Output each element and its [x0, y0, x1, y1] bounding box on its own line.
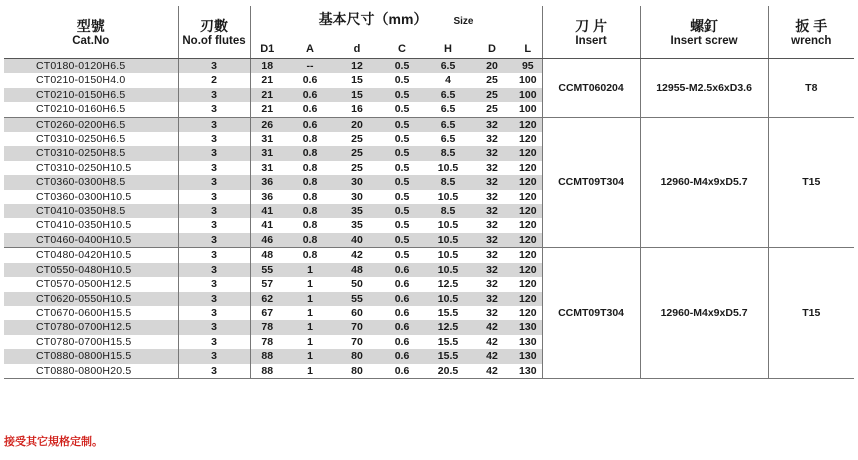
dim-A-cell: 0.8 — [284, 175, 336, 189]
col-A: A — [284, 32, 336, 59]
dim-d-cell: 20 — [336, 117, 378, 132]
dim-H-cell: 10.5 — [437, 249, 459, 262]
dim-H-cell: 10.5 — [437, 219, 459, 232]
dim-D1-cell: 26 — [250, 117, 284, 132]
header-dims-zh: 基本尺寸（mm） — [318, 11, 428, 27]
flutes-cell: 3 — [178, 161, 250, 175]
dim-D-cell: 32 — [486, 133, 498, 146]
flutes-cell: 3 — [178, 292, 250, 306]
dim-d-cell: 42 — [351, 249, 363, 262]
screw-cell: 12960-M4x9xD5.7 — [640, 117, 768, 248]
cat-no-cell: CT0460-0400H10.5 — [4, 233, 178, 248]
dim-D-cell: 42 — [470, 349, 514, 363]
dim-A-cell: 1 — [284, 292, 336, 306]
dim-H-cell: 8.5 — [426, 204, 470, 218]
header-dims — [250, 6, 542, 32]
dim-H-cell: 12.5 — [437, 278, 459, 291]
header-flutes — [178, 6, 250, 59]
flutes-cell: 3 — [178, 364, 250, 379]
table-row — [4, 117, 854, 132]
cat-no-cell: CT0310-0250H6.5 — [4, 132, 178, 146]
dim-H-cell: 6.5 — [426, 59, 470, 74]
dim-d-cell: 35 — [351, 219, 363, 232]
dim-A-cell: 1 — [307, 335, 313, 348]
header-flutes-zh: 刃數 — [200, 17, 228, 34]
flutes-cell: 3 — [178, 132, 250, 146]
dim-A-cell: 0.8 — [284, 146, 336, 160]
dim-A-cell: 1 — [284, 349, 336, 363]
dim-L-cell: 120 — [514, 292, 542, 306]
dim-d-cell: 48 — [336, 263, 378, 277]
dim-C-cell: 0.5 — [378, 102, 426, 117]
wrench-cell: T8 — [768, 59, 854, 118]
dim-D1-cell: 41 — [261, 219, 274, 232]
dim-D-cell: 32 — [470, 175, 514, 189]
dim-C-cell: 0.5 — [394, 74, 410, 87]
header-type-zh: 型號 — [76, 17, 105, 34]
insert-cell: CCMT09T304 — [542, 117, 640, 248]
dim-A-cell: 1 — [284, 364, 336, 379]
col-H: H — [426, 32, 470, 59]
dim-d-cell: 80 — [336, 349, 378, 363]
custom-spec-note: 接受其它規格定制。 — [4, 436, 103, 448]
dim-H-cell: 6.5 — [426, 88, 470, 102]
dim-D-cell: 25 — [470, 102, 514, 117]
dim-L-cell: 130 — [514, 364, 542, 379]
dim-D-cell: 42 — [470, 320, 514, 334]
dim-d-cell: 12 — [336, 59, 378, 74]
dim-D-cell: 32 — [470, 263, 514, 277]
dim-D1-cell: 31 — [261, 133, 274, 146]
dim-A-cell: 0.6 — [284, 117, 336, 132]
dim-d-cell: 15 — [351, 74, 363, 87]
dim-d-cell: 16 — [336, 102, 378, 117]
table-body — [4, 59, 854, 379]
dim-D-cell: 32 — [470, 292, 514, 306]
spec-table — [4, 6, 854, 379]
dim-A-cell: -- — [284, 59, 336, 74]
table-row — [4, 248, 854, 263]
dim-d-cell: 50 — [351, 278, 363, 291]
header-size: Size — [453, 16, 474, 27]
dim-C-cell: 0.5 — [378, 117, 426, 132]
dim-C-cell: 0.6 — [378, 263, 426, 277]
dim-C-cell: 0.5 — [394, 161, 410, 174]
dim-A-cell: 0.6 — [284, 88, 336, 102]
dim-C-cell: 0.5 — [378, 59, 426, 74]
flutes-cell: 3 — [178, 248, 250, 263]
dim-L-cell: 120 — [514, 190, 542, 204]
dim-d-cell: 25 — [336, 146, 378, 160]
dim-H-cell: 6.5 — [426, 117, 470, 132]
dim-D1-cell: 78 — [250, 320, 284, 334]
dim-D1-cell: 36 — [261, 190, 274, 203]
dim-C-cell: 0.6 — [394, 335, 410, 348]
dim-C-cell: 0.6 — [378, 364, 426, 379]
flutes-cell: 2 — [178, 73, 250, 87]
dim-d-cell: 25 — [351, 133, 363, 146]
flutes-cell: 3 — [178, 349, 250, 363]
cat-no-cell: CT0210-0150H4.0 — [4, 73, 178, 87]
dim-D1-cell: 88 — [250, 364, 284, 379]
col-D: D — [470, 32, 514, 59]
dim-C-cell: 0.5 — [394, 249, 410, 262]
dim-D-cell: 32 — [486, 306, 498, 319]
dim-D1-cell: 48 — [261, 249, 274, 262]
dim-H-cell: 6.5 — [440, 133, 456, 146]
dim-D-cell: 32 — [470, 146, 514, 160]
dim-D-cell: 32 — [486, 190, 498, 203]
dim-H-cell: 10.5 — [437, 161, 459, 174]
dim-C-cell: 0.5 — [394, 133, 410, 146]
dim-L-cell: 95 — [514, 59, 542, 74]
cat-no-cell: CT0410-0350H10.5 — [4, 218, 178, 232]
header-insert-zh: 刀 片 — [575, 17, 607, 34]
cat-no-cell: CT0880-0800H15.5 — [4, 349, 178, 363]
dim-H-cell: 4 — [445, 74, 451, 87]
dim-L-cell: 120 — [514, 204, 542, 218]
dim-d-cell: 55 — [336, 292, 378, 306]
dim-A-cell: 0.6 — [302, 74, 318, 87]
dim-d-cell: 30 — [336, 175, 378, 189]
dim-C-cell: 0.6 — [394, 306, 410, 319]
dim-H-cell: 15.5 — [437, 306, 459, 319]
dim-L-cell: 120 — [514, 146, 542, 160]
dim-d-cell: 25 — [351, 161, 363, 174]
dim-L-cell: 120 — [514, 248, 542, 263]
cat-no-cell: CT0310-0250H10.5 — [4, 161, 178, 175]
dim-d-cell: 70 — [351, 335, 363, 348]
cat-no-cell: CT0550-0480H10.5 — [4, 263, 178, 277]
dim-D-cell: 25 — [486, 74, 498, 87]
cat-no-cell: CT0210-0160H6.5 — [4, 102, 178, 117]
dim-D1-cell: 21 — [261, 74, 274, 87]
dim-D1-cell: 31 — [261, 161, 274, 174]
dim-D1-cell: 55 — [250, 263, 284, 277]
header-wrench-en: wrench — [791, 34, 832, 47]
header-wrench — [768, 6, 854, 59]
table-row — [4, 59, 854, 74]
cat-no-cell: CT0780-0700H12.5 — [4, 320, 178, 334]
dim-D1-cell: 18 — [250, 59, 284, 74]
dim-C-cell: 0.6 — [378, 320, 426, 334]
dim-C-cell: 0.6 — [378, 292, 426, 306]
dim-H-cell: 20.5 — [426, 364, 470, 379]
dim-d-cell: 30 — [351, 190, 363, 203]
flutes-cell: 3 — [178, 263, 250, 277]
dim-H-cell: 10.5 — [437, 190, 459, 203]
flutes-cell: 3 — [178, 218, 250, 232]
dim-D-cell: 20 — [470, 59, 514, 74]
header-insert-en: Insert — [575, 34, 607, 47]
col-d: d — [336, 32, 378, 59]
dim-L-cell: 120 — [514, 263, 542, 277]
screw-cell: 12955-M2.5x6xD3.6 — [640, 59, 768, 118]
insert-cell: CCMT060204 — [542, 59, 640, 118]
header-screw — [640, 6, 768, 59]
dim-C-cell: 0.6 — [394, 278, 410, 291]
dim-D-cell: 42 — [470, 364, 514, 379]
dim-D-cell: 32 — [486, 219, 498, 232]
dim-C-cell: 0.5 — [394, 219, 410, 232]
cat-no-cell: CT0360-0300H8.5 — [4, 175, 178, 189]
dim-D1-cell: 36 — [250, 175, 284, 189]
dim-D1-cell: 31 — [250, 146, 284, 160]
cat-no-cell: CT0570-0500H12.5 — [4, 277, 178, 291]
cat-no-cell: CT0880-0800H20.5 — [4, 364, 178, 379]
dim-D1-cell: 41 — [250, 204, 284, 218]
dim-L-cell: 120 — [514, 117, 542, 132]
col-L: L — [514, 32, 542, 59]
dim-L-cell: 100 — [514, 73, 542, 87]
dim-D-cell: 42 — [486, 335, 498, 348]
flutes-cell: 3 — [178, 102, 250, 117]
header-screw-zh: 螺釘 — [690, 17, 719, 34]
col-C: C — [378, 32, 426, 59]
dim-H-cell: 10.5 — [426, 292, 470, 306]
dim-D1-cell: 57 — [261, 278, 274, 291]
dim-H-cell: 15.5 — [426, 349, 470, 363]
dim-d-cell: 80 — [336, 364, 378, 379]
dim-H-cell: 10.5 — [426, 263, 470, 277]
dim-D1-cell: 67 — [261, 306, 274, 319]
dim-L-cell: 120 — [514, 161, 542, 175]
dim-H-cell: 12.5 — [426, 320, 470, 334]
dim-D1-cell: 62 — [250, 292, 284, 306]
dim-L-cell: 100 — [514, 88, 542, 102]
dim-L-cell: 130 — [514, 335, 542, 349]
dim-A-cell: 1 — [307, 278, 313, 291]
dim-C-cell: 0.6 — [378, 349, 426, 363]
dim-L-cell: 120 — [514, 277, 542, 291]
flutes-cell: 3 — [178, 175, 250, 189]
dim-C-cell: 0.5 — [378, 175, 426, 189]
dim-D-cell: 32 — [486, 161, 498, 174]
dim-d-cell: 15 — [336, 88, 378, 102]
header-insert — [542, 6, 640, 59]
dim-A-cell: 0.8 — [284, 233, 336, 248]
cat-no-cell: CT0310-0250H8.5 — [4, 146, 178, 160]
dim-d-cell: 35 — [336, 204, 378, 218]
dim-H-cell: 8.5 — [426, 146, 470, 160]
dim-D-cell: 32 — [486, 249, 498, 262]
dim-d-cell: 40 — [336, 233, 378, 248]
dim-A-cell: 0.8 — [302, 219, 318, 232]
header-screw-en: Insert screw — [670, 34, 738, 47]
header-flutes-en: No.of flutes — [182, 34, 246, 47]
cat-no-cell: CT0180-0120H6.5 — [4, 59, 178, 74]
dim-L-cell: 120 — [514, 175, 542, 189]
dim-A-cell: 0.8 — [302, 190, 318, 203]
dim-L-cell: 120 — [514, 132, 542, 146]
dim-C-cell: 0.5 — [378, 88, 426, 102]
dim-D-cell: 32 — [470, 117, 514, 132]
dim-D-cell: 32 — [486, 278, 498, 291]
dim-A-cell: 0.8 — [284, 204, 336, 218]
dim-d-cell: 70 — [336, 320, 378, 334]
dim-D1-cell: 78 — [261, 335, 274, 348]
dim-D1-cell: 46 — [250, 233, 284, 248]
dim-A-cell: 1 — [284, 320, 336, 334]
flutes-cell: 3 — [178, 233, 250, 248]
dim-A-cell: 1 — [284, 263, 336, 277]
dim-L-cell: 130 — [514, 349, 542, 363]
wrench-cell: T15 — [768, 117, 854, 248]
dim-D1-cell: 21 — [250, 102, 284, 117]
dim-A-cell: 0.8 — [302, 249, 318, 262]
dim-D1-cell: 21 — [250, 88, 284, 102]
dim-D1-cell: 88 — [250, 349, 284, 363]
dim-D-cell: 25 — [470, 88, 514, 102]
wrench-cell: T15 — [768, 248, 854, 379]
flutes-cell: 3 — [178, 190, 250, 204]
dim-C-cell: 0.5 — [378, 233, 426, 248]
dim-A-cell: 0.6 — [284, 102, 336, 117]
dim-A-cell: 1 — [307, 306, 313, 319]
dim-C-cell: 0.5 — [394, 190, 410, 203]
dim-H-cell: 15.5 — [437, 335, 459, 348]
flutes-cell: 3 — [178, 204, 250, 218]
cat-no-cell: CT0620-0550H10.5 — [4, 292, 178, 306]
dim-A-cell: 0.8 — [302, 161, 318, 174]
screw-cell: 12960-M4x9xD5.7 — [640, 248, 768, 379]
dim-d-cell: 60 — [351, 306, 363, 319]
cat-no-cell: CT0480-0420H10.5 — [4, 248, 178, 263]
header-cat — [4, 6, 178, 59]
dim-A-cell: 0.8 — [302, 133, 318, 146]
flutes-cell: 3 — [178, 146, 250, 160]
dim-D-cell: 32 — [470, 233, 514, 248]
header-type-en: Cat.No — [72, 34, 110, 47]
cat-no-cell: CT0260-0200H6.5 — [4, 117, 178, 132]
dim-L-cell: 100 — [514, 102, 542, 117]
flutes-cell: 3 — [178, 306, 250, 320]
dim-C-cell: 0.5 — [378, 204, 426, 218]
cat-no-cell: CT0410-0350H8.5 — [4, 204, 178, 218]
flutes-cell: 3 — [178, 335, 250, 349]
cat-no-cell: CT0670-0600H15.5 — [4, 306, 178, 320]
flutes-cell: 3 — [178, 277, 250, 291]
dim-L-cell: 120 — [514, 218, 542, 232]
dim-H-cell: 10.5 — [426, 233, 470, 248]
dim-H-cell: 8.5 — [426, 175, 470, 189]
col-D1: D1 — [250, 32, 284, 59]
header-wrench-zh: 扳 手 — [795, 17, 828, 34]
cat-no-cell: CT0360-0300H10.5 — [4, 190, 178, 204]
dim-L-cell: 130 — [514, 320, 542, 334]
cat-no-cell: CT0780-0700H15.5 — [4, 335, 178, 349]
dim-L-cell: 120 — [514, 306, 542, 320]
dim-H-cell: 6.5 — [426, 102, 470, 117]
flutes-cell: 3 — [178, 88, 250, 102]
dim-L-cell: 120 — [514, 233, 542, 248]
dim-C-cell: 0.5 — [378, 146, 426, 160]
insert-cell: CCMT09T304 — [542, 248, 640, 379]
dim-D-cell: 32 — [470, 204, 514, 218]
flutes-cell: 3 — [178, 320, 250, 334]
cat-no-cell: CT0210-0150H6.5 — [4, 88, 178, 102]
flutes-cell: 3 — [178, 117, 250, 132]
flutes-cell: 3 — [178, 59, 250, 74]
